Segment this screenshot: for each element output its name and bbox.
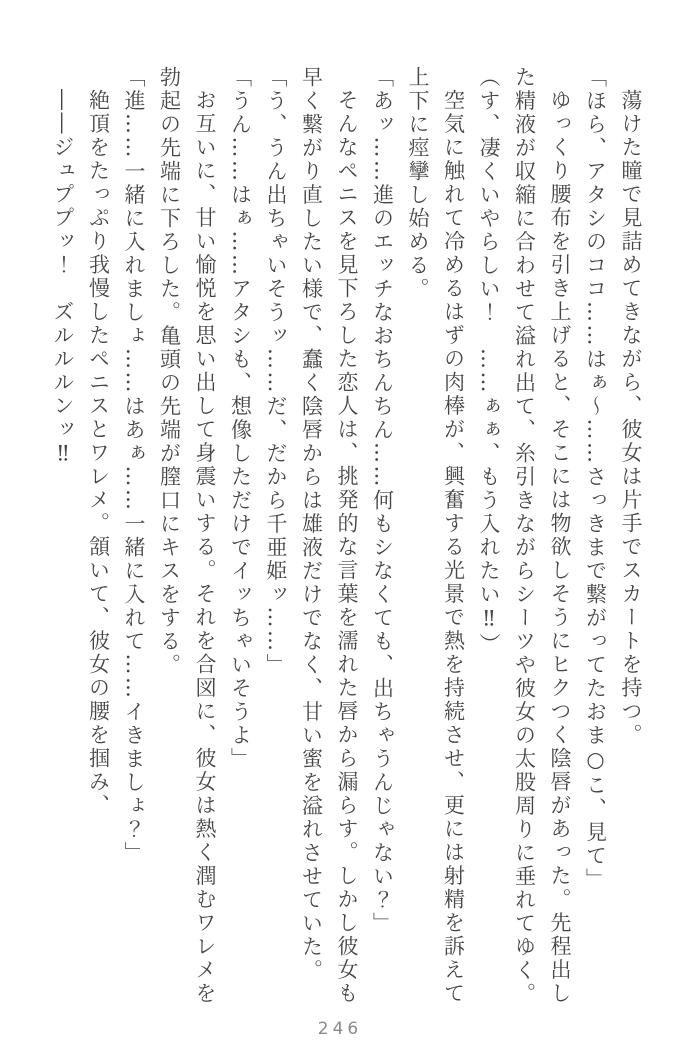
- text-line: そんなペニスを見下ろした恋人は、挑発的な言葉を濡れた唇から漏らす。しかし彼女も: [335, 89, 359, 1006]
- text-line: た精液が収縮に合わせて溢れ出て、糸引きながらシーツや彼女の太股周りに垂れてゆく。: [512, 66, 537, 1006]
- text-line: 絶頂をたっぷり我慢したペニスとワレメ。頷いて、彼女の腰を掴み、: [86, 89, 111, 818]
- text-line: 「うん……はぁ……アタシも、想像しただけでイッちゃいそうよ」: [228, 66, 253, 771]
- text-line: 「ほら、アタシのココ……はぁ〜……さっきまで繋がってたおま○こ、見て」: [583, 66, 608, 892]
- text-line: ゆっくり腰布を引き上げると、そこには物欲しそうにヒクつく陰唇があった。先程出し: [548, 89, 572, 1006]
- text-line: （す、凄くいやらしい！ ……ぁぁ、もう入れたい‼）: [477, 66, 501, 657]
- text-columns: [45, 66, 649, 1008]
- text-line: お互いに、甘い愉悦を思い出して身震いする。それを合図に、彼女は熱く潤むワレメを: [193, 89, 217, 1006]
- text-line: 「進……一緒に入れましょ……はあぁ……一緒に入れて……イきましょ？」: [122, 66, 146, 865]
- text-line: ――ジュププッ！ ズルルルンッ‼: [51, 89, 75, 468]
- text-line: 空気に触れて冷めるはずの肉棒が、興奮する光景で熱を持続させ、更には射精を訴えて: [441, 89, 466, 1006]
- text-line: 「う、うん出ちゃいそうッ……だ、だから千亜姫ッ……」: [264, 66, 288, 677]
- page-number: 246: [317, 1019, 363, 1039]
- text-line: 上下に痙攣し始める。: [406, 66, 430, 301]
- text-line: 蕩けた瞳で見詰めてきながら、彼女は片手でスカートを持つ。: [619, 89, 643, 747]
- text-line: 「あッ……進のエッチなおちんちん……何もシなくても、出ちゃうんじゃない？」: [370, 66, 395, 936]
- text-line: 早く繋がり直したい様で、蠢く陰唇からは雄液だけでなく、甘い蜜を溢れさせていた。: [299, 66, 324, 983]
- text-line: 勃起の先端に下ろした。亀頭の先端が膣口にキスをする。: [157, 66, 182, 677]
